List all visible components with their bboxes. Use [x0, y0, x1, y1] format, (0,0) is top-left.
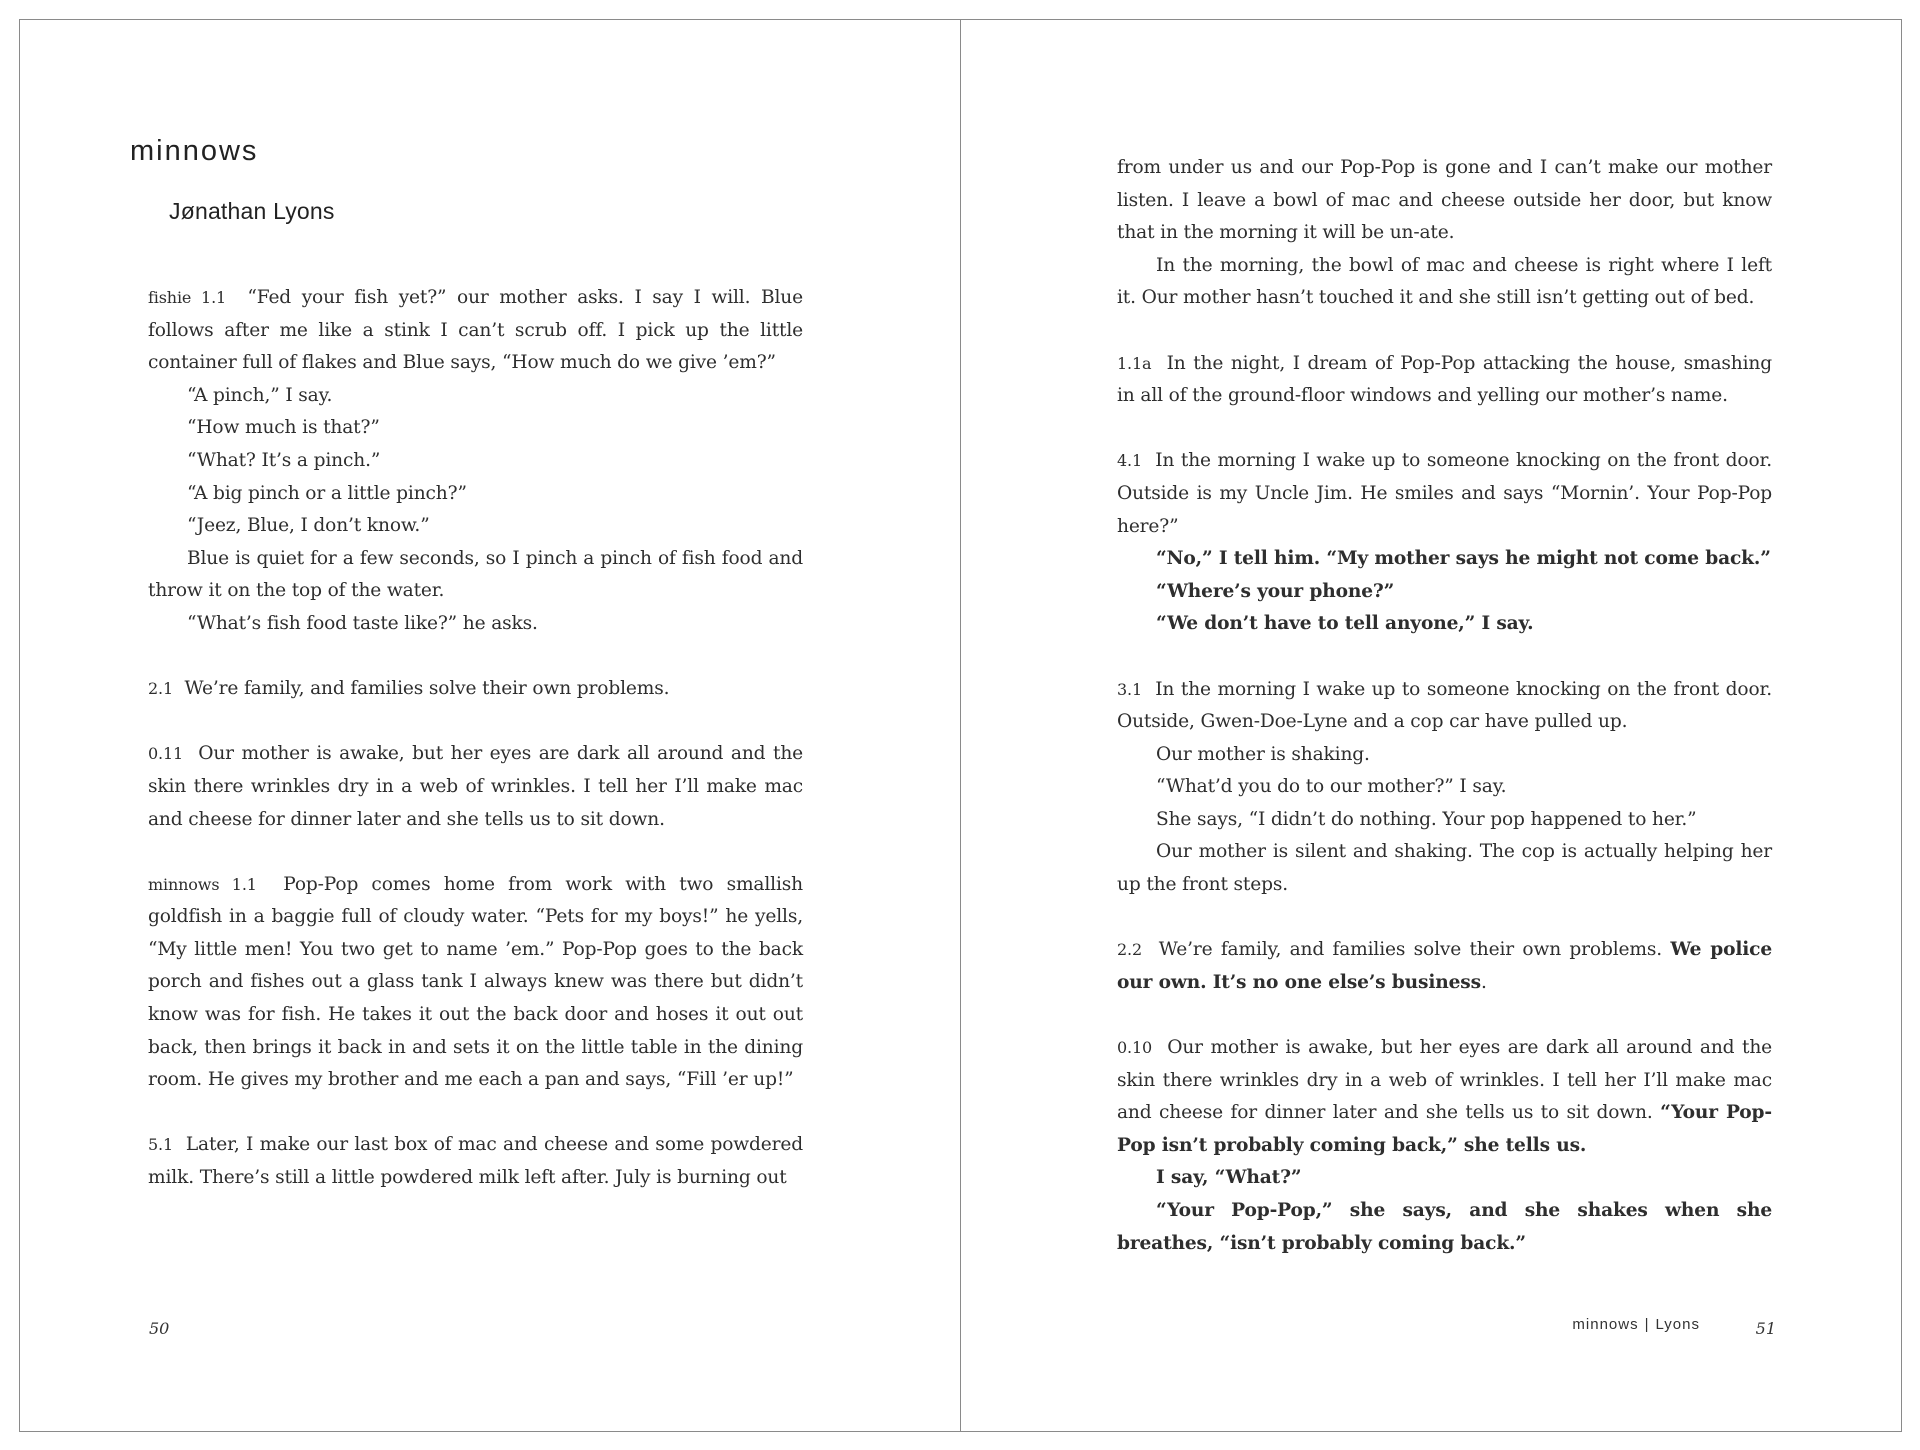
section-label: fishie 1.1 [148, 288, 227, 307]
paragraph-bold-text: We police our own. It’s no one else’s business [1117, 939, 1773, 993]
paragraph [148, 282, 803, 380]
paragraph: Our mother is shaking. [1156, 743, 1370, 765]
paragraph: She says, “I didn’t do nothing. Your pop happened to her.” [1156, 808, 1697, 830]
paragraph: “What’s fish food taste like?” he asks. [187, 612, 538, 634]
section-label: 1.1a [1117, 353, 1152, 373]
paragraph [148, 1129, 803, 1194]
section-label: 2.1 [148, 679, 173, 699]
paragraph: Blue is quiet for a few seconds, so I pinch a pinch of fish food and throw it on the top of the water. [148, 547, 803, 602]
running-head-author: Lyons [1655, 1316, 1700, 1333]
story-title: minnows [130, 135, 259, 167]
paragraph: Our mother is silent and shaking. The cop is actually helping her up the front steps. [1117, 841, 1772, 896]
paragraph [1117, 674, 1772, 739]
paragraph [1117, 445, 1772, 543]
paragraph: “A big pinch or a little pinch?” [187, 482, 467, 504]
section-label: 5.1 [148, 1135, 173, 1155]
section-label: 0.11 [148, 744, 184, 764]
paragraph: “A pinch,” I say. [187, 384, 333, 406]
section-label: 3.1 [1117, 679, 1142, 699]
paragraph [148, 673, 803, 706]
running-head-title: minnows [1572, 1316, 1639, 1333]
running-head-separator: | [1644, 1316, 1650, 1333]
paragraph-text: In the morning I wake up to someone knocking on the front door. Outside, Gwen-Doe-Lyne and a cop car have pulled up. [1117, 678, 1772, 733]
section-label: 0.10 [1117, 1038, 1153, 1058]
paragraph: from under us and our Pop-Pop is gone and I can’t make our mother listen. I leave a bowl of mac and cheese outside her door, but know that in the morning it will be un-ate. [1117, 157, 1772, 244]
section-label: minnows 1.1 [148, 874, 257, 894]
paragraph: In the morning, the bowl of mac and cheese is right where I left it. Our mother hasn’t touched it and she still isn’t getting out of bed. [1117, 254, 1772, 309]
section-label: 4.1 [1117, 451, 1142, 471]
paragraph [1117, 934, 1772, 999]
section-label: 2.2 [1117, 940, 1142, 960]
paragraph-text: In the morning I wake up to someone knocking on the front door. Outside is my Uncle Jim. He smiles and says “Mornin’. Your Pop-Pop here?” [1117, 450, 1772, 537]
paragraph-bold: “We don’t have to tell anyone,” I say. [1156, 613, 1534, 635]
paragraph: “What’d you do to our mother?” I say. [1156, 776, 1507, 798]
paragraph-bold: “Where’s your phone?” [1156, 580, 1395, 602]
paragraph: “Jeez, Blue, I don’t know.” [187, 515, 430, 537]
left-page-number: 50 [149, 1319, 170, 1338]
right-page-number: 51 [1755, 1319, 1776, 1338]
paragraph-text: We’re family, and families solve their own problems. [1158, 939, 1662, 961]
paragraph-text: Our mother is awake, but her eyes are dark all around and the skin there wrinkles dry in a web of wrinkles. I tell her I’ll make mac and cheese for dinner later and she tells us to sit down. [148, 743, 803, 830]
paragraph-text: Later, I make our last box of mac and cheese and some powdered milk. There’s still a little powdered milk left after. July is burning out [148, 1134, 803, 1189]
paragraph: “How much is that?” [187, 417, 380, 439]
paragraph-bold-text: “Your Pop-Pop isn’t probably coming back,” she tells us. [1117, 1102, 1772, 1156]
paragraph-text: Our mother is awake, but her eyes are dark all around and the skin there wrinkles dry in a web of wrinkles. I tell her I’ll make mac and cheese for dinner later and she tells us to sit down. [1117, 1037, 1772, 1124]
left-page-text [148, 282, 803, 1195]
paragraph-bold-text: “Your Pop-Pop,” she says, and she shakes when she breathes, “isn’t probably coming back.” [1117, 1200, 1772, 1254]
paragraph-text: “Fed your fish yet?” our mother asks. I say I will. Blue follows after me like a stink I can’t scrub off. I pick up the little container full of flakes and Blue says, “How much do we give ’em?” [148, 287, 803, 374]
story-author: Jønathan Lyons [169, 198, 335, 224]
running-head [1530, 1316, 1700, 1333]
paragraph-bold: “No,” I tell him. “My mother says he might not come back.” [1156, 548, 1771, 570]
paragraph-text: We’re family, and families solve their own problems. [184, 678, 670, 700]
right-page-text [1117, 152, 1772, 1260]
paragraph [1117, 348, 1772, 413]
paragraph: “What? It’s a pinch.” [187, 449, 381, 471]
paragraph-tail: . [1480, 971, 1487, 993]
paragraph-bold: I say, “What?” [1156, 1167, 1302, 1189]
paragraph [148, 869, 803, 1097]
paragraph-text: In the night, I dream of Pop-Pop attacking the house, smashing in all of the ground-floor windows and yelling our mother’s name. [1117, 352, 1772, 407]
paragraph-text: Pop-Pop comes home from work with two smallish goldfish in a baggie full of cloudy water. “Pets for my boys!” he yells, “My little men! You two get to name ’em.” Pop-Pop goes to the back porch and fishes out a glass tank I always knew was there but didn’t know was for fish. He takes it out the back door and hoses it out out back, then brings it back in and sets it on the little table in the dining room. He gives my brother and me each a pan and says, “Fill ’er up!” [148, 873, 803, 1091]
paragraph [1117, 1195, 1772, 1260]
paragraph [148, 738, 803, 836]
paragraph [1117, 1032, 1772, 1162]
